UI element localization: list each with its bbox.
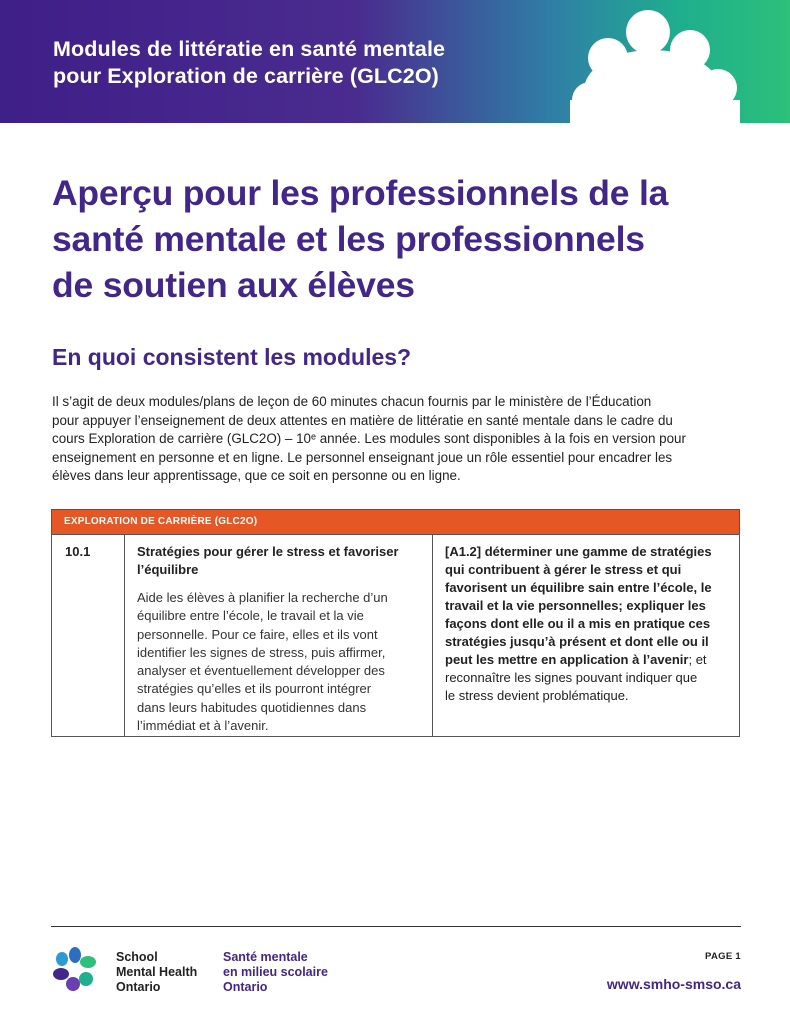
module-description-line: stratégies qu’elles et ils pourront intégrer	[137, 681, 372, 697]
org-name-line: Ontario	[116, 980, 161, 994]
org-name-line: Mental Health	[116, 965, 198, 979]
org-name-line: School	[116, 950, 158, 964]
expectation-cell	[445, 543, 735, 705]
page-title-line: de soutien aux élèves	[52, 265, 415, 305]
column-divider	[124, 535, 125, 736]
expectation-line: façons dont elle ou il a mis en pratique ces	[445, 616, 711, 631]
module-title-line: l’équilibre	[137, 562, 199, 577]
expectation-line	[445, 651, 735, 669]
module-cell	[137, 543, 437, 735]
module-description-line: analyser et éventuellement développer des	[137, 663, 385, 679]
org-name-line: Santé mentale	[223, 950, 308, 964]
table-row	[52, 534, 739, 736]
page-number: PAGE 1	[705, 951, 741, 962]
header-banner	[0, 0, 790, 123]
module-description-line: équilibre entre l’école, le travail et la vie	[137, 608, 364, 624]
module-description-line: dans leurs habitudes quotidiennes dans	[137, 699, 367, 715]
org-name-french	[223, 950, 328, 995]
banner-title	[53, 36, 445, 90]
smho-logo-icon	[52, 946, 98, 992]
expectation-line: favorisent un équilibre sain entre l’école, le	[445, 580, 712, 595]
org-name-line: Ontario	[223, 980, 268, 994]
module-description-line: personnelle. Pour ce faire, elles et ils vont	[137, 626, 378, 642]
expectation-line: qui contribuent à gérer le stress et qui	[445, 562, 682, 577]
intro-line: élèves dans leur apprentissage, que ce soit en personne ou en ligne.	[52, 468, 461, 484]
intro-line: Il s’agit de deux modules/plans de leçon de 60 minutes chacun fournis par le ministère de l’Éducation	[52, 394, 652, 409]
module-description-line: Aide les élèves à planifier la recherche d’un	[137, 590, 388, 605]
table-header: EXPLORATION DE CARRIÈRE (GLC2O)	[52, 510, 739, 534]
section-heading: En quoi consistent les modules?	[52, 344, 412, 370]
banner-title-line: pour Exploration de carrière (GLC2O)	[53, 64, 439, 88]
page-title	[52, 170, 752, 308]
org-name-line: en milieu scolaire	[223, 965, 328, 979]
module-code: 10.1	[65, 544, 91, 559]
expectation-line: [A1.2] déterminer une gamme de stratégies	[445, 544, 712, 559]
module-title	[137, 543, 437, 579]
banner-title-line: Modules de littératie en santé mentale	[53, 37, 446, 61]
expectation-bold-tail: peut les mettre en application à l’avenir	[445, 652, 689, 667]
intro-line: enseignement en personne et en ligne. Le personnel enseignant joue un rôle essentiel pour encadrer les	[52, 449, 673, 465]
smho-flower-icon	[560, 0, 790, 123]
page-title-line: Aperçu pour les professionnels de la	[52, 173, 669, 213]
org-name-english	[116, 950, 197, 995]
expectation-line: travail et la vie personnelles; expliquer les	[445, 598, 706, 613]
module-description-line: l’immédiat et à l’avenir.	[137, 718, 269, 734]
page-title-line: santé mentale et les professionnels	[52, 219, 645, 259]
module-title-line: Stratégies pour gérer le stress et favoriser	[137, 544, 399, 559]
intro-paragraph	[52, 393, 752, 486]
module-description-line: identifier les signes de stress, puis affirmer,	[137, 644, 386, 660]
expectation-regular-tail: ; et	[688, 652, 707, 667]
website-link[interactable]: www.smho-smso.ca	[606, 976, 741, 992]
expectation-line: reconnaître les signes pouvant indiquer que	[445, 670, 698, 685]
module-description	[137, 589, 437, 735]
expectation-line: le stress devient problématique.	[445, 688, 629, 703]
intro-line: pour appuyer l’enseignement de deux attentes en matière de littératie en santé mentale dans le cadre du	[52, 412, 673, 428]
expectation-line: stratégies jusqu’à présent et dont elle ou il	[445, 634, 709, 649]
footer-divider	[51, 926, 741, 927]
curriculum-table	[51, 509, 740, 737]
intro-line: cours Exploration de carrière (GLC2O) – 10ᵉ année. Les modules sont disponibles à la fois en version pour	[52, 431, 686, 447]
